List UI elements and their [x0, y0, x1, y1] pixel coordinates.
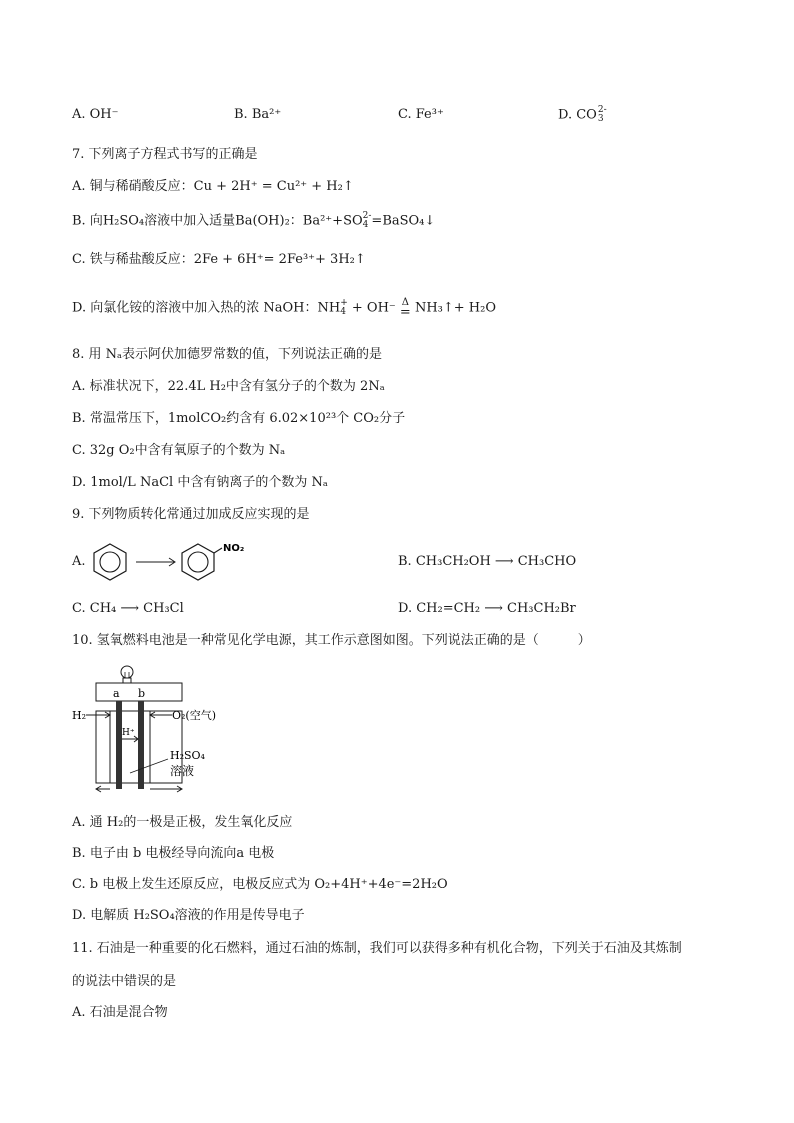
q11-stem-line-2: 的说法中错误的是 — [72, 974, 177, 989]
q9-stem: 9. 下列物质转化常通过加成反应实现的是 — [72, 507, 310, 522]
q7-option-a: A. 铜与稀硝酸反应：Cu + 2H⁺ = Cu²⁺ + H₂↑ — [72, 179, 354, 194]
nitrobenzene-ring-icon — [182, 544, 222, 580]
q10-option-b: B. 电子由 b 电极经导向流向a 电极 — [72, 846, 275, 861]
q7-option-b: B. 向H₂SO₄溶液中加入适量Ba(OH)₂：Ba²⁺+SO 2- 4 =BaSO₄↓ — [72, 211, 436, 230]
q9-option-b: B. CH₃CH₂OH ⟶ CH₃CHO — [398, 554, 577, 569]
electrode-b-label: b — [138, 687, 146, 700]
q10-stem: 10. 氢氧燃料电池是一种常见化学电源，其工作示意图如图。下列说法正确的是（ ） — [72, 633, 591, 648]
q6-option-b: B. Ba²⁺ — [234, 107, 282, 122]
electrode-b — [138, 701, 144, 789]
electrode-a-label: a — [113, 687, 120, 700]
h-plus-label: H⁺ — [122, 728, 135, 738]
h2-label: H₂ — [72, 709, 87, 722]
solution-label: 溶液 — [170, 764, 195, 778]
h2so4-label: H₂SO₄ — [170, 749, 205, 762]
q9-option-a-reaction — [90, 540, 260, 586]
q8-option-d: D. 1mol/L NaCl 中含有钠离子的个数为 Nₐ — [72, 475, 328, 490]
q8-option-b: B. 常温常压下，1molCO₂约含有 6.02×10²³个 CO₂分子 — [72, 411, 406, 426]
heat-symbol: Δ — [401, 297, 409, 308]
q9-option-c: C. CH₄ ⟶ CH₃Cl — [72, 601, 184, 616]
benzene-ring-icon — [94, 544, 126, 580]
q10-option-a: A. 通 H₂的一极是正极，发生氧化反应 — [72, 815, 293, 830]
light-bulb-icon — [121, 666, 133, 683]
q10-option-d: D. 电解质 H₂SO₄溶液的作用是传导电子 — [72, 908, 305, 923]
reaction-arrow-icon — [136, 558, 175, 566]
q7-stem: 7. 下列离子方程式书写的正确是 — [72, 147, 258, 162]
electrode-a — [116, 701, 122, 789]
o2-label: O₂(空气) — [172, 709, 217, 722]
q7-option-c: C. 铁与稀盐酸反应：2Fe + 6H⁺= 2Fe³⁺+ 3H₂↑ — [72, 252, 366, 267]
q7-option-d: D. 向氯化铵的溶液中加入热的浓 NaOH：NH + 4 + OH⁻ Δ = NH₃↑+ H₂O — [72, 297, 496, 320]
fuel-cell-diagram — [72, 663, 242, 798]
q9-option-a-label: A. — [72, 554, 86, 569]
q10-option-c: C. b 电极上发生还原反应，电极反应式为 O₂+4H⁺+4e⁻=2H₂O — [72, 877, 448, 892]
q6-option-c: C. Fe³⁺ — [398, 107, 444, 122]
q11-option-a: A. 石油是混合物 — [72, 1005, 168, 1020]
q6-option-a: A. OH⁻ — [72, 107, 119, 122]
q6-option-d: D. CO 2- 3 — [558, 105, 607, 124]
nitro-group-label: NO₂ — [223, 543, 245, 554]
q8-option-c: C. 32g O₂中含有氧原子的个数为 Nₐ — [72, 443, 286, 458]
q11-stem-line-1: 11. 石油是一种重要的化石燃料，通过石油的炼制，我们可以获得多种有机化合物，下列关于石油及其炼制 — [72, 941, 682, 956]
q8-stem: 8. 用 Nₐ表示阿伏加德罗常数的值，下列说法正确的是 — [72, 347, 383, 362]
q9-option-d: D. CH₂=CH₂ ⟶ CH₃CH₂Br — [398, 601, 576, 616]
q8-option-a: A. 标准状况下，22.4L H₂中含有氢分子的个数为 2Nₐ — [72, 379, 385, 394]
